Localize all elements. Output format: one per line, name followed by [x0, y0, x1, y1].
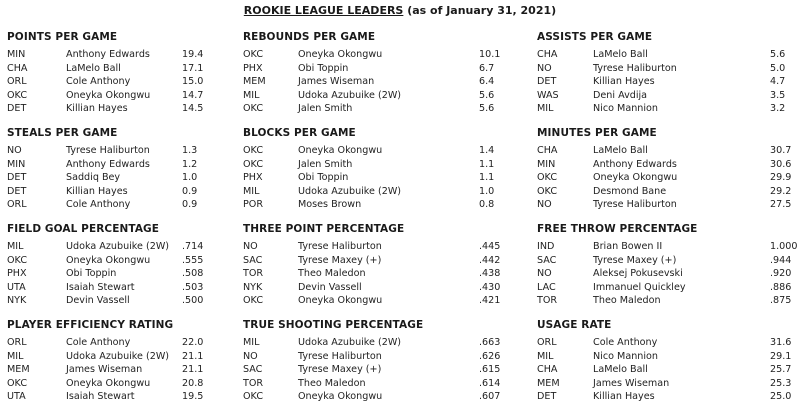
- team-abbr: OKC: [537, 185, 558, 197]
- player-name: Oneyka Okongwu: [66, 89, 151, 101]
- category-block: [537, 223, 798, 308]
- player-name: Udoka Azubuike (2W): [66, 241, 170, 252]
- stat-value: .503: [182, 281, 204, 293]
- leader-row: [243, 198, 495, 212]
- stat-value: .442: [479, 254, 501, 266]
- team-abbr: TOR: [537, 295, 558, 307]
- stat-value: .614: [479, 377, 501, 389]
- team-abbr: OKC: [7, 89, 28, 101]
- stat-value: 6.4: [479, 76, 495, 88]
- team-abbr: NO: [243, 350, 258, 362]
- stat-value: 0.9: [182, 199, 198, 211]
- stat-value: 21.1: [182, 350, 204, 362]
- team-abbr: OKC: [243, 158, 264, 170]
- player-name: Anthony Edwards: [593, 158, 677, 170]
- leader-row: [537, 390, 792, 404]
- team-abbr: PHX: [243, 172, 263, 184]
- stat-value: .500: [182, 295, 204, 307]
- stat-value: .445: [479, 241, 501, 252]
- team-abbr: SAC: [243, 364, 263, 376]
- player-name: James Wiseman: [593, 377, 670, 389]
- team-abbr: OKC: [537, 172, 558, 184]
- stat-value: .615: [479, 364, 501, 376]
- leader-row: [537, 89, 786, 103]
- player-name: Udoka Azubuike (2W): [298, 337, 402, 348]
- leader-list: [537, 336, 792, 404]
- leader-row: [7, 75, 204, 89]
- player-name: LaMelo Ball: [593, 49, 648, 60]
- leader-row: [243, 102, 495, 116]
- player-name: Theo Maledon: [593, 295, 661, 307]
- team-abbr: DET: [537, 391, 557, 403]
- player-name: LaMelo Ball: [593, 145, 648, 156]
- category-block: [537, 31, 786, 116]
- leader-row: [243, 390, 501, 404]
- player-name: Jalen Smith: [298, 158, 353, 170]
- leader-row: [7, 62, 204, 76]
- stat-value: 3.5: [770, 89, 786, 101]
- player-name: Tyrese Maxey (+): [298, 364, 382, 376]
- team-abbr: UTA: [7, 391, 26, 403]
- page-title: [0, 4, 800, 18]
- leader-row: [243, 281, 501, 295]
- leader-row: [7, 144, 198, 158]
- team-abbr: WAS: [537, 89, 559, 101]
- category-block: [243, 127, 495, 212]
- leader-row: [7, 377, 204, 391]
- category-block: [7, 127, 198, 212]
- team-abbr: MIN: [7, 158, 26, 170]
- leader-row: [7, 89, 204, 103]
- stat-value: .886: [770, 281, 792, 293]
- leader-row: [243, 62, 495, 76]
- player-name: Nico Mannion: [593, 103, 658, 115]
- player-name: Aleksej Pokusevski: [593, 268, 683, 280]
- leader-list: [7, 144, 198, 212]
- team-abbr: MIL: [243, 89, 260, 101]
- player-name: Oneyka Okongwu: [298, 145, 383, 156]
- player-name: Tyrese Maxey (+): [298, 254, 382, 266]
- stat-value: 1.1: [479, 158, 495, 170]
- player-name: Cole Anthony: [66, 337, 131, 348]
- stat-value: 21.1: [182, 364, 204, 376]
- player-name: Cole Anthony: [66, 76, 131, 88]
- category-block: [537, 127, 792, 212]
- leader-row: [537, 198, 792, 212]
- team-abbr: UTA: [7, 281, 26, 293]
- stat-value: 15.0: [182, 76, 204, 88]
- player-name: Anthony Edwards: [66, 158, 150, 170]
- leader-list: [7, 240, 204, 308]
- player-name: Killian Hayes: [593, 76, 655, 88]
- stat-value: 29.1: [770, 350, 792, 362]
- leader-row: [537, 281, 792, 295]
- team-abbr: SAC: [537, 254, 557, 266]
- team-abbr: MIL: [243, 337, 260, 348]
- team-abbr: OKC: [243, 49, 264, 60]
- team-abbr: ORL: [7, 76, 27, 88]
- leader-row: [537, 350, 792, 364]
- stat-value: 1.0: [182, 172, 198, 184]
- category-block: [243, 319, 501, 404]
- category-block: [537, 319, 792, 404]
- stat-value: 1.000: [770, 241, 798, 252]
- leader-row: [537, 377, 792, 391]
- leader-row: [7, 363, 204, 377]
- team-abbr: MIL: [243, 185, 260, 197]
- player-name: Tyrese Haliburton: [66, 145, 150, 156]
- category-block: [243, 31, 501, 116]
- team-abbr: MIN: [7, 49, 26, 60]
- player-name: Devin Vassell: [66, 295, 130, 307]
- leader-row: [243, 89, 495, 103]
- team-abbr: OKC: [243, 145, 264, 156]
- stat-value: 0.8: [479, 199, 495, 211]
- stat-value: .421: [479, 295, 501, 307]
- leader-list: [7, 336, 204, 404]
- player-name: Isaiah Stewart: [66, 281, 135, 293]
- player-name: Obi Toppin: [298, 172, 349, 184]
- team-abbr: DET: [7, 185, 27, 197]
- category-title: BLOCKS PER GAME: [243, 127, 356, 139]
- team-abbr: POR: [243, 199, 264, 211]
- player-name: Theo Maledon: [298, 377, 366, 389]
- stat-value: .920: [770, 268, 792, 280]
- leader-row: [7, 267, 204, 281]
- team-abbr: MEM: [7, 364, 30, 376]
- team-abbr: PHX: [7, 268, 27, 280]
- team-abbr: OKC: [243, 103, 264, 115]
- leader-row: [537, 363, 792, 377]
- leader-row: [243, 254, 501, 268]
- team-abbr: ORL: [537, 337, 557, 348]
- player-name: Udoka Azubuike (2W): [298, 185, 402, 197]
- stat-value: 14.7: [182, 89, 204, 101]
- leader-row: [537, 336, 792, 350]
- player-name: Immanuel Quickley: [593, 281, 686, 293]
- player-name: Saddiq Bey: [66, 172, 121, 184]
- team-abbr: LAC: [537, 281, 556, 293]
- leader-list: [537, 144, 792, 212]
- player-name: Theo Maledon: [298, 268, 366, 280]
- player-name: Tyrese Haliburton: [298, 350, 382, 362]
- stat-value: 20.8: [182, 377, 204, 389]
- player-name: Oneyka Okongwu: [593, 172, 678, 184]
- category-title: STEALS PER GAME: [7, 127, 118, 139]
- player-name: LaMelo Ball: [593, 364, 648, 376]
- stat-value: .663: [479, 337, 501, 348]
- stat-value: 1.2: [182, 158, 198, 170]
- category-block: [7, 319, 204, 404]
- stat-value: 3.2: [770, 103, 786, 115]
- leader-row: [7, 185, 198, 199]
- stat-value: 19.4: [182, 49, 204, 60]
- player-name: Oneyka Okongwu: [298, 49, 383, 60]
- category-title: POINTS PER GAME: [7, 31, 118, 43]
- stat-value: .626: [479, 350, 501, 362]
- team-abbr: NO: [537, 199, 552, 211]
- leader-row: [537, 240, 798, 254]
- leader-row: [537, 185, 792, 199]
- player-name: Tyrese Haliburton: [593, 62, 677, 74]
- category-title: FIELD GOAL PERCENTAGE: [7, 223, 160, 235]
- team-abbr: NO: [7, 145, 22, 156]
- player-name: Oneyka Okongwu: [298, 391, 383, 403]
- team-abbr: OKC: [7, 254, 28, 266]
- leader-row: [537, 62, 786, 76]
- category-title: TRUE SHOOTING PERCENTAGE: [243, 319, 424, 331]
- leader-row: [243, 171, 495, 185]
- team-abbr: NO: [243, 241, 258, 252]
- stat-value: 5.6: [479, 103, 495, 115]
- leader-row: [7, 254, 204, 268]
- player-name: Obi Toppin: [298, 62, 349, 74]
- team-abbr: ORL: [7, 337, 27, 348]
- leader-row: [7, 158, 198, 172]
- player-name: Oneyka Okongwu: [298, 295, 383, 307]
- stat-value: 29.9: [770, 172, 792, 184]
- stat-value: .875: [770, 295, 792, 307]
- player-name: Obi Toppin: [66, 268, 117, 280]
- leader-row: [537, 294, 792, 308]
- category-block: [7, 31, 204, 116]
- stat-value: .555: [182, 254, 204, 266]
- category-title: REBOUNDS PER GAME: [243, 31, 376, 43]
- leader-list: [7, 48, 204, 116]
- stat-value: 5.0: [770, 62, 786, 74]
- leader-row: [243, 158, 495, 172]
- team-abbr: CHA: [537, 49, 558, 60]
- team-abbr: NYK: [243, 281, 263, 293]
- team-abbr: IND: [537, 241, 555, 252]
- team-abbr: NO: [537, 62, 552, 74]
- stat-value: .714: [182, 241, 204, 252]
- stat-value: .508: [182, 268, 204, 280]
- team-abbr: ORL: [7, 199, 27, 211]
- leader-row: [537, 254, 792, 268]
- leader-row: [537, 102, 786, 116]
- stat-value: 17.1: [182, 62, 204, 74]
- player-name: Cole Anthony: [66, 199, 131, 211]
- player-name: Nico Mannion: [593, 350, 658, 362]
- stat-value: 5.6: [770, 49, 786, 60]
- team-abbr: MIN: [537, 158, 556, 170]
- player-name: Devin Vassell: [298, 281, 362, 293]
- player-name: Tyrese Haliburton: [593, 199, 677, 211]
- team-abbr: MEM: [537, 377, 560, 389]
- stat-value: .430: [479, 281, 501, 293]
- stat-value: 31.6: [770, 337, 792, 348]
- leader-row: [7, 198, 198, 212]
- player-name: Oneyka Okongwu: [66, 254, 151, 266]
- player-name: Cole Anthony: [593, 337, 658, 348]
- team-abbr: DET: [537, 76, 557, 88]
- stat-value: 1.3: [182, 145, 198, 156]
- category-title: USAGE RATE: [537, 319, 612, 331]
- team-abbr: MIL: [537, 103, 554, 115]
- stat-value: 22.0: [182, 337, 204, 348]
- stat-value: .944: [770, 254, 792, 266]
- stat-value: 25.3: [770, 377, 792, 389]
- team-abbr: OKC: [243, 391, 264, 403]
- stat-value: 27.5: [770, 199, 792, 211]
- leader-row: [243, 377, 501, 391]
- team-abbr: NO: [537, 268, 552, 280]
- stat-value: 14.5: [182, 103, 204, 115]
- page-title-main: ROOKIE LEAGUE LEADERS: [243, 4, 404, 17]
- team-abbr: TOR: [243, 268, 264, 280]
- stat-value: 19.5: [182, 391, 204, 403]
- stat-value: 6.7: [479, 62, 495, 74]
- player-name: Anthony Edwards: [66, 49, 150, 60]
- player-name: Killian Hayes: [66, 103, 128, 115]
- leader-row: [537, 144, 792, 158]
- team-abbr: SAC: [243, 254, 263, 266]
- category-title: FREE THROW PERCENTAGE: [537, 223, 698, 235]
- player-name: Tyrese Maxey (+): [593, 254, 677, 266]
- team-abbr: MIL: [7, 350, 24, 362]
- leader-list: [243, 48, 501, 116]
- stat-value: 30.7: [770, 145, 792, 156]
- leader-row: [537, 158, 792, 172]
- stat-value: 4.7: [770, 76, 786, 88]
- stat-value: 25.0: [770, 391, 792, 403]
- stat-value: .438: [479, 268, 501, 280]
- team-abbr: CHA: [537, 364, 558, 376]
- team-abbr: DET: [7, 172, 27, 184]
- team-abbr: MIL: [537, 350, 554, 362]
- leader-row: [7, 102, 204, 116]
- stat-value: 25.7: [770, 364, 792, 376]
- leader-row: [7, 350, 204, 364]
- leader-row: [243, 144, 495, 158]
- player-name: Tyrese Haliburton: [298, 241, 382, 252]
- team-abbr: NYK: [7, 295, 27, 307]
- team-abbr: TOR: [243, 377, 264, 389]
- team-abbr: OKC: [243, 295, 264, 307]
- player-name: Killian Hayes: [593, 391, 655, 403]
- leader-row: [7, 336, 204, 350]
- leader-list: [537, 48, 786, 116]
- leader-list: [243, 240, 501, 308]
- leader-row: [243, 75, 495, 89]
- category-block: [7, 223, 204, 308]
- stat-value: 1.1: [479, 172, 495, 184]
- category-title: ASSISTS PER GAME: [537, 31, 653, 43]
- team-abbr: OKC: [7, 377, 28, 389]
- leader-list: [243, 336, 501, 404]
- leader-row: [7, 390, 204, 404]
- leader-row: [243, 363, 501, 377]
- leader-row: [7, 48, 204, 62]
- player-name: Udoka Azubuike (2W): [66, 350, 170, 362]
- category-title: THREE POINT PERCENTAGE: [243, 223, 405, 235]
- leader-list: [537, 240, 798, 308]
- leader-row: [243, 48, 501, 62]
- leader-row: [243, 294, 501, 308]
- player-name: Killian Hayes: [66, 185, 128, 197]
- player-name: LaMelo Ball: [66, 62, 121, 74]
- player-name: Moses Brown: [298, 199, 362, 211]
- leader-row: [243, 267, 501, 281]
- player-name: Jalen Smith: [298, 103, 353, 115]
- leader-row: [7, 294, 204, 308]
- leader-list: [243, 144, 495, 212]
- leader-row: [537, 75, 786, 89]
- player-name: Brian Bowen II: [593, 241, 663, 252]
- team-abbr: PHX: [243, 62, 263, 74]
- leader-row: [243, 336, 501, 350]
- player-name: Oneyka Okongwu: [66, 377, 151, 389]
- leader-row: [537, 171, 792, 185]
- stat-value: 29.2: [770, 185, 792, 197]
- stat-value: .607: [479, 391, 501, 403]
- leader-row: [7, 240, 204, 254]
- player-name: Udoka Azubuike (2W): [298, 89, 402, 101]
- stat-value: 1.0: [479, 185, 495, 197]
- leader-row: [243, 185, 495, 199]
- player-name: Isaiah Stewart: [66, 391, 135, 403]
- category-block: [243, 223, 501, 308]
- player-name: James Wiseman: [298, 76, 375, 88]
- page-title-date: (as of January 31, 2021): [403, 4, 557, 17]
- leader-row: [243, 350, 501, 364]
- team-abbr: DET: [7, 103, 27, 115]
- stat-value: 1.4: [479, 145, 495, 156]
- leader-row: [537, 267, 792, 281]
- category-title: MINUTES PER GAME: [537, 127, 657, 139]
- team-abbr: MEM: [243, 76, 266, 88]
- category-title: PLAYER EFFICIENCY RATING: [7, 319, 174, 331]
- stat-value: 5.6: [479, 89, 495, 101]
- team-abbr: MIL: [7, 241, 24, 252]
- stat-value: 0.9: [182, 185, 198, 197]
- leader-row: [243, 240, 501, 254]
- leader-row: [7, 171, 198, 185]
- team-abbr: CHA: [7, 62, 28, 74]
- player-name: James Wiseman: [66, 364, 143, 376]
- player-name: Desmond Bane: [593, 185, 667, 197]
- stat-value: 10.1: [479, 49, 501, 60]
- stat-value: 30.6: [770, 158, 792, 170]
- team-abbr: CHA: [537, 145, 558, 156]
- leader-row: [537, 48, 786, 62]
- player-name: Deni Avdija: [593, 89, 648, 101]
- leader-row: [7, 281, 204, 295]
